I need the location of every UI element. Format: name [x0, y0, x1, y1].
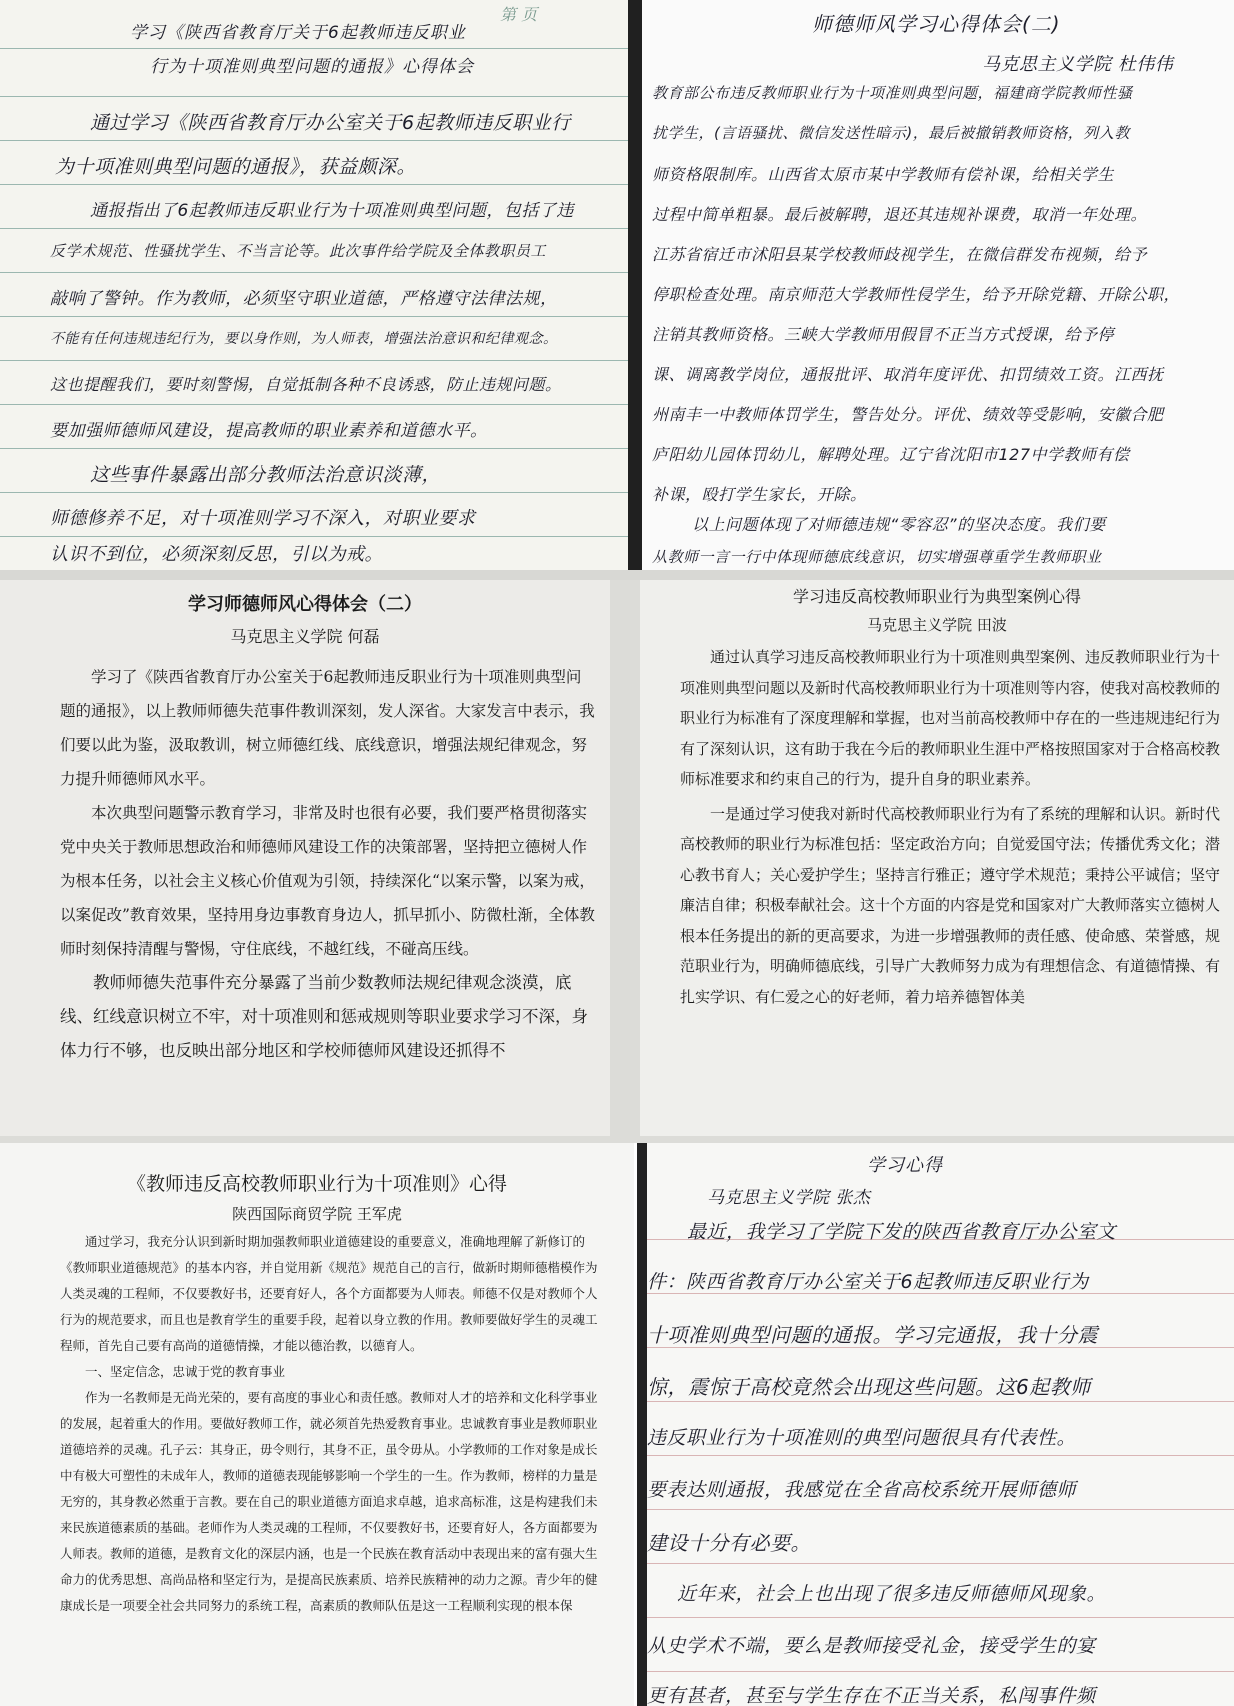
hw-title-line-1: 学习《陕西省教育厅关于6起教师违反职业	[130, 23, 466, 43]
doc-body	[680, 642, 1220, 1012]
hw-line: 庐阳幼儿园体罚幼儿，解聘处理。辽宁省沈阳市127中学教师有偿	[652, 445, 1130, 464]
hw-title-line-2: 行为十项准则典型问题的通报》心得体会	[150, 57, 474, 77]
hw-line: 要表达则通报，我感觉在全省高校系统开展师德师	[647, 1479, 1077, 1501]
hw-line: 教育部公布违反教师职业行为十项准则典型问题，福建商学院教师性骚	[652, 84, 1133, 102]
paragraph: 本次典型问题警示教育学习，非常及时也很有必要，我们要严格贯彻落实党中央关于教师思想政治和师德师风建设工作的决策部署，坚持把立德树人作为根本任务，以社会主义核心价值观为引领，持续深化“以案示警，以案为戒，以案促改”教育效果，坚持用身边事教育身边人，抓早抓小、防微杜渐，全体教师时刻保持清醒与警惕，守住底线，不越红线，不碰高压线。	[60, 804, 595, 958]
hw-title: 师德师风学习心得体会(二)	[812, 12, 1061, 36]
hw-line: 师德修养不足，对十项准则学习不深入，对职业要求	[50, 508, 476, 529]
separator-column	[610, 580, 640, 1136]
hw-byline: 马克思主义学院 张杰	[707, 1188, 871, 1208]
hw-line: 注销其教师资格。三峡大学教师用假冒不正当方式授课，给予停	[652, 325, 1115, 344]
doc-body	[60, 660, 595, 1068]
hw-line: 江苏省宿迁市沭阳县某学校教师歧视学生，在微信群发布视频，给予	[652, 245, 1148, 264]
paragraph: 作为一名教师是无尚光荣的，要有高度的事业心和责任感。教师对人才的培养和文化科学事业的发展，起着重大的作用。要做好教师工作，就必须首先热爱教育事业。忠诚教育事业是教师职业道德培养的灵魂。孔子云：其身正，毋令则行，其身不正，虽令毋从。小学教师的工作对象是成长中有极大可塑性的未成年人，教师的道德表现能够影响一个学生的一生。作为教师，榜样的力量是无穷的，其身教必然重于言教。要在自己的职业道德方面追求卓越，追求高标准，这是构建我们未来民族道德素质的基础。老师作为人类灵魂的工程师，不仅要教好书，还要育好人，各方面都要为人师表。教师的道德，是教育文化的深层内涵，也是一个民族在教育活动中表现出来的富有强大生命力的优秀思想、高尚品格和坚定行为，是提高民族素质、培养民族精神的动力之源。青少年的健康成长是一项要全社会共同努力的系统工程，高素质的教师队伍是这一工程顺利实现的根本保	[60, 1390, 598, 1613]
hw-line: 件：陕西省教育厅办公室关于6起教师违反职业行为	[647, 1271, 1089, 1293]
hw-line: 停职检查处理。南京师范大学教师性侵学生，给予开除党籍、开除公职，	[652, 285, 1181, 304]
hw-line: 课、调离教学岗位，通报批评、取消年度评优、扣罚绩效工资。江西抚	[652, 365, 1164, 384]
panel-printed-3	[0, 1143, 634, 1706]
hw-line: 十项准则典型问题的通报。学习完通报，我十分震	[647, 1323, 1098, 1347]
hw-title: 学习心得	[867, 1155, 943, 1176]
paragraph: 通过学习，我充分认识到新时期加强教师职业道德建设的重要意义，准确地理解了新修订的《教师职业道德规范》的基本内容，并自觉用新《规范》规范自己的言行，做新时期师德楷模作为人类灵魂的工程师，不仅要教好书，还要育好人，各个方面都要为人师表。师德不仅是对教师个人行为的规范要求，而且也是教育学生的重要手段，起着以身立教的作用。教师要做好学生的灵魂工程师，首先自己要有高尚的道德情操，才能以德治教，以德育人。	[60, 1234, 598, 1353]
hw-line: 不能有任何违规违纪行为，要以身作则，为人师表，增强法治意识和纪律观念。	[50, 331, 558, 347]
panel-handwritten-2	[642, 0, 1234, 570]
hw-line: 要加强师德师风建设，提高教师的职业素养和道德水平。	[50, 421, 488, 441]
paragraph: 学习了《陕西省教育厅办公室关于6起教师违反职业行为十项准则典型问题的通报》，以上教师师德失范事件教训深刻，发人深省。大家发言中表示，我们要以此为鉴，汲取教训，树立师德红线、底线意识，增强法规纪律观念，努力提升师德师风水平。	[60, 668, 595, 788]
page-mark: 第 页	[500, 5, 538, 24]
hw-line: 过程中简单粗暴。最后被解聘，退还其违规补课费，取消一年处理。	[652, 205, 1148, 224]
hw-line: 反学术规范、性骚扰学生、不当言论等。此次事件给学院及全体教职员工	[50, 242, 547, 260]
hw-line: 这也提醒我们，要时刻警惕，自觉抵制各种不良诱惑，防止违规问题。	[50, 375, 562, 394]
doc-title: 学习师德师风心得体会（二）	[188, 594, 422, 615]
panel-printed-1	[0, 580, 610, 1136]
hw-line: 这些事件暴露出部分教师法治意识淡薄，	[90, 464, 442, 486]
doc-title: 学习违反高校教师职业行为典型案例心得	[792, 587, 1081, 606]
hw-line: 建设十分有必要。	[647, 1531, 811, 1555]
hw-line: 通报指出了6起教师违反职业行为十项准则典型问题，包括了违	[90, 201, 574, 221]
separator-row-1	[0, 570, 1234, 580]
hw-line: 从史学术不端，要么是教师接受礼金，接受学生的宴	[647, 1635, 1096, 1657]
paragraph: 一是通过学习使我对新时代高校教师职业行为有了系统的理解和认识。新时代高校教师的职业行为标准包括：坚定政治方向；自觉爱国守法；传播优秀文化；潜心教书育人；关心爱护学生；坚持言行雅正；遵守学术规范；秉持公平诚信；坚守廉洁自律；积极奉献社会。这十个方面的内容是党和国家对广大教师落实立德树人根本任务提出的新的更高要求，为进一步增强教师的责任感、使命感、荣誉感，规范职业行为，明确师德底线，引导广大教师努力成为有理想信念、有道德情操、有扎实学识、有仁爱之心的好老师，着力培养德智体美	[680, 804, 1221, 1006]
hw-line: 惊，震惊于高校竟然会出现这些问题。这6起教师	[647, 1375, 1091, 1399]
panel-handwritten-3	[637, 1143, 1234, 1706]
hw-line: 违反职业行为十项准则的典型问题很具有代表性。	[647, 1427, 1077, 1449]
doc-body	[60, 1229, 605, 1619]
section-heading: 一、坚定信念，忠诚于党的教育事业	[85, 1364, 286, 1379]
hw-line: 扰学生，(言语骚扰、微信发送性暗示)，最后被撤销教师资格，列入教	[652, 124, 1130, 142]
hw-line: 认识不到位，必须深刻反思，引以为戒。	[50, 544, 383, 565]
hw-line: 补课，殴打学生家长，开除。	[652, 485, 867, 504]
paragraph: 通过认真学习违反高校教师职业行为十项准则典型案例、违反教师职业行为十项准则典型问题以及新时代高校教师职业行为十项准则等内容，使我对高校教师的职业行为标准有了深度理解和掌握，也对当前高校教师中存在的一些违规违纪行为有了深刻认识，这有助于我在今后的教师职业生涯中严格按照国家对于合格高校教师标准要求和约束自己的行为，提升自身的职业素养。	[680, 648, 1221, 788]
hw-line: 通过学习《陕西省教育厅办公室关于6起教师违反职业行	[90, 112, 571, 134]
panel-handwritten-1	[0, 0, 628, 570]
paragraph: 教师师德失范事件充分暴露了当前少数教师法规纪律观念淡漠，底线、红线意识树立不牢，对十项准则和惩戒规则等职业要求学习不深，身体力行不够，也反映出部分地区和学校师德师风建设还抓得不	[60, 973, 588, 1060]
hw-byline: 马克思主义学院 杜伟伟	[982, 54, 1174, 75]
hw-line: 近年来，社会上也出现了很多违反师德师风现象。	[677, 1583, 1107, 1605]
hw-line: 州南丰一中教师体罚学生，警告处分。评优、绩效等受影响，安徽合肥	[652, 405, 1164, 424]
doc-byline: 马克思主义学院 田波	[867, 616, 1007, 634]
panel-printed-2	[640, 580, 1234, 1136]
hw-line: 师资格限制库。山西省太原市某中学教师有偿补课，给相关学生	[652, 165, 1115, 184]
hw-line: 敲响了警钟。作为教师，必须坚守职业道德，严格遵守法律法规，	[50, 289, 558, 309]
doc-title: 《教师违反高校教师职业行为十项准则》心得	[126, 1173, 507, 1195]
hw-line: 最近，我学习了学院下发的陕西省教育厅办公室文	[687, 1221, 1117, 1243]
doc-byline: 陕西国际商贸学院 王军虎	[232, 1205, 402, 1223]
separator-dark	[628, 0, 642, 570]
hw-line: 以上问题体现了对师德违规“零容忍”的坚决态度。我们要	[692, 515, 1106, 534]
hw-line: 更有甚者，甚至与学生存在不正当关系，私闯事件频	[647, 1685, 1096, 1706]
hw-line: 为十项准则典型问题的通报》，获益颇深。	[55, 156, 417, 178]
doc-byline: 马克思主义学院 何磊	[230, 627, 380, 646]
hw-line: 从教师一言一行中体现师德底线意识，切实增强尊重学生教师职业	[652, 548, 1102, 566]
separator-row-2	[0, 1136, 1234, 1143]
